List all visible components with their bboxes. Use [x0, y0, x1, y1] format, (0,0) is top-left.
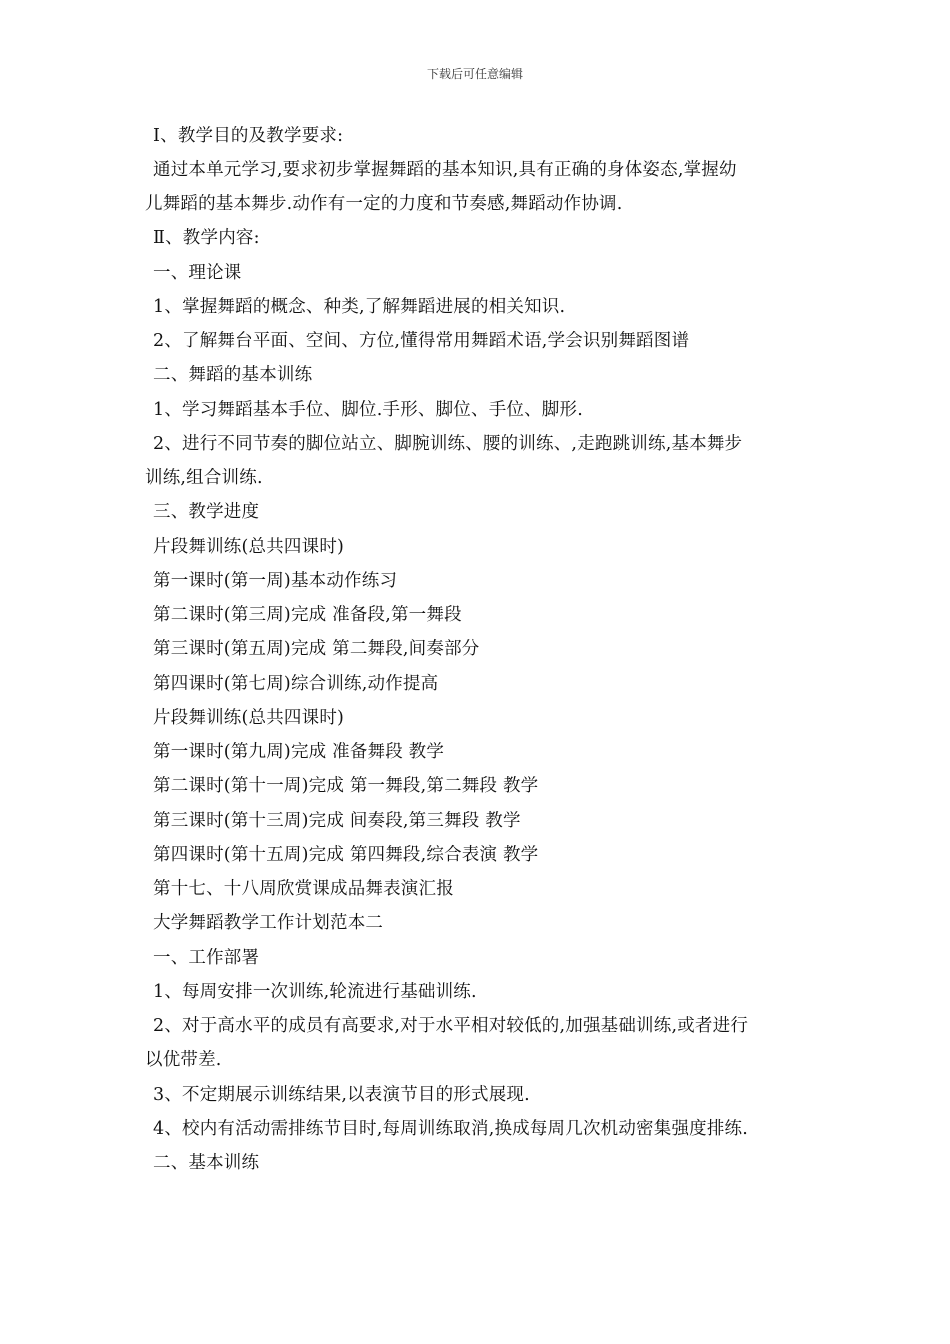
- paragraph-line: 片段舞训练(总共四课时): [153, 708, 345, 728]
- section-heading: Ⅰ、教学目的及教学要求:: [153, 126, 344, 146]
- section-heading: Ⅱ、教学内容:: [153, 228, 260, 248]
- subheading: 一、理论课: [153, 263, 242, 283]
- list-item: 1、每周安排一次训练,轮流进行基础训练.: [153, 982, 477, 1002]
- subheading: 二、舞蹈的基本训练: [153, 365, 313, 385]
- paragraph-line: 通过本单元学习,要求初步掌握舞蹈的基本知识,具有正确的身体姿态,掌握幼: [153, 160, 737, 180]
- list-item: 2、进行不同节奏的脚位站立、脚腕训练、腰的训练、,走跑跳训练,基本舞步: [153, 434, 743, 454]
- list-item: 2、了解舞台平面、空间、方位,懂得常用舞蹈术语,学会识别舞蹈图谱: [153, 331, 690, 351]
- list-item: 4、校内有活动需排练节目时,每周训练取消,换成每周几次机动密集强度排练.: [153, 1119, 749, 1139]
- schedule-item: 第十七、十八周欣赏课成品舞表演汇报: [153, 879, 454, 899]
- subheading: 一、工作部署: [153, 948, 260, 968]
- page-header: 下载后可任意编辑: [426, 67, 523, 81]
- list-item: 1、掌握舞蹈的概念、种类,了解舞蹈进展的相关知识.: [153, 297, 566, 317]
- list-item: 3、不定期展示训练结果,以表演节目的形式展现.: [153, 1085, 530, 1105]
- schedule-item: 第二课时(第十一周)完成 第一舞段,第二舞段 教学: [153, 776, 539, 796]
- schedule-item: 第三课时(第十三周)完成 间奏段,第三舞段 教学: [153, 811, 521, 831]
- paragraph-line: 片段舞训练(总共四课时): [153, 537, 345, 557]
- schedule-item: 第三课时(第五周)完成 第二舞段,间奏部分: [153, 639, 480, 659]
- schedule-item: 第一课时(第一周)基本动作练习: [153, 571, 398, 591]
- section-title: 大学舞蹈教学工作计划范本二: [153, 913, 384, 933]
- subheading: 二、基本训练: [153, 1153, 260, 1173]
- list-item: 1、学习舞蹈基本手位、脚位.手形、脚位、手位、脚形.: [153, 400, 583, 420]
- list-item: 以优带差.: [145, 1050, 222, 1070]
- schedule-item: 第四课时(第七周)综合训练,动作提高: [153, 674, 439, 694]
- list-item: 2、对于高水平的成员有高要求,对于水平相对较低的,加强基础训练,或者进行: [153, 1016, 749, 1036]
- subheading: 三、教学进度: [153, 502, 260, 522]
- schedule-item: 第四课时(第十五周)完成 第四舞段,综合表演 教学: [153, 845, 539, 865]
- list-item: 训练,组合训练.: [145, 468, 263, 488]
- schedule-item: 第二课时(第三周)完成 准备段,第一舞段: [153, 605, 462, 625]
- paragraph-line: 儿舞蹈的基本舞步.动作有一定的力度和节奏感,舞蹈动作协调.: [145, 194, 623, 214]
- schedule-item: 第一课时(第九周)完成 准备舞段 教学: [153, 742, 445, 762]
